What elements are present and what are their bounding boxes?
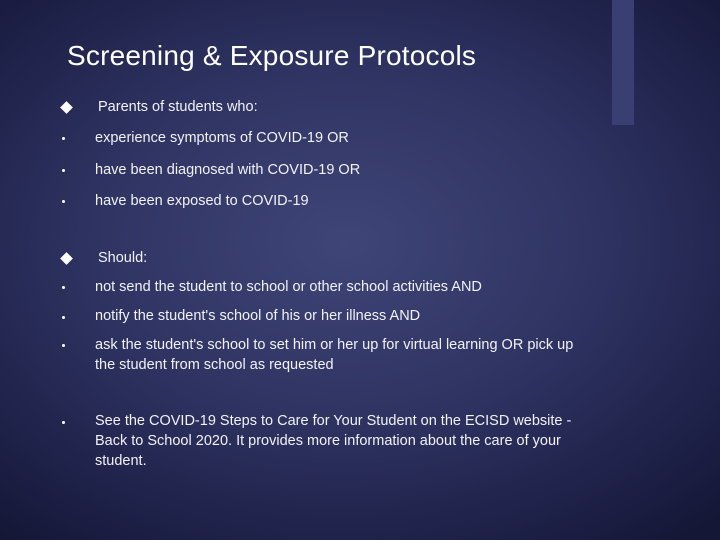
list-item: not send the student to school or other school activities AND	[95, 279, 482, 295]
list-item: See the COVID-19 Steps to Care for Your Student on the ECISD website - Back to School 2020. It provides more information about the care of your student.	[95, 413, 572, 469]
bullet-dot-icon	[62, 421, 65, 424]
bullet-dot-icon	[62, 286, 65, 289]
group-heading: Should:	[98, 250, 148, 266]
diamond-bullet-icon	[60, 252, 73, 265]
list-item: have been exposed to COVID-19	[95, 193, 309, 209]
bullet-dot-icon	[62, 137, 65, 140]
group-heading: Parents of students who:	[98, 99, 258, 115]
slide-title: Screening & Exposure Protocols	[67, 40, 477, 71]
list-item: notify the student's school of his or her illness AND	[95, 308, 421, 324]
list-item: ask the student's school to set him or her up for virtual learning OR pick up the student from school as requested	[95, 337, 574, 373]
diamond-bullet-icon	[60, 101, 73, 114]
bullet-dot-icon	[62, 344, 65, 347]
bullet-dot-icon	[62, 316, 65, 319]
list-item: experience symptoms of COVID-19 OR	[95, 130, 349, 146]
bullet-dot-icon	[62, 169, 65, 172]
list-item: have been diagnosed with COVID-19 OR	[95, 162, 361, 178]
bullet-dot-icon	[62, 200, 65, 203]
decorative-bar	[612, 0, 634, 125]
